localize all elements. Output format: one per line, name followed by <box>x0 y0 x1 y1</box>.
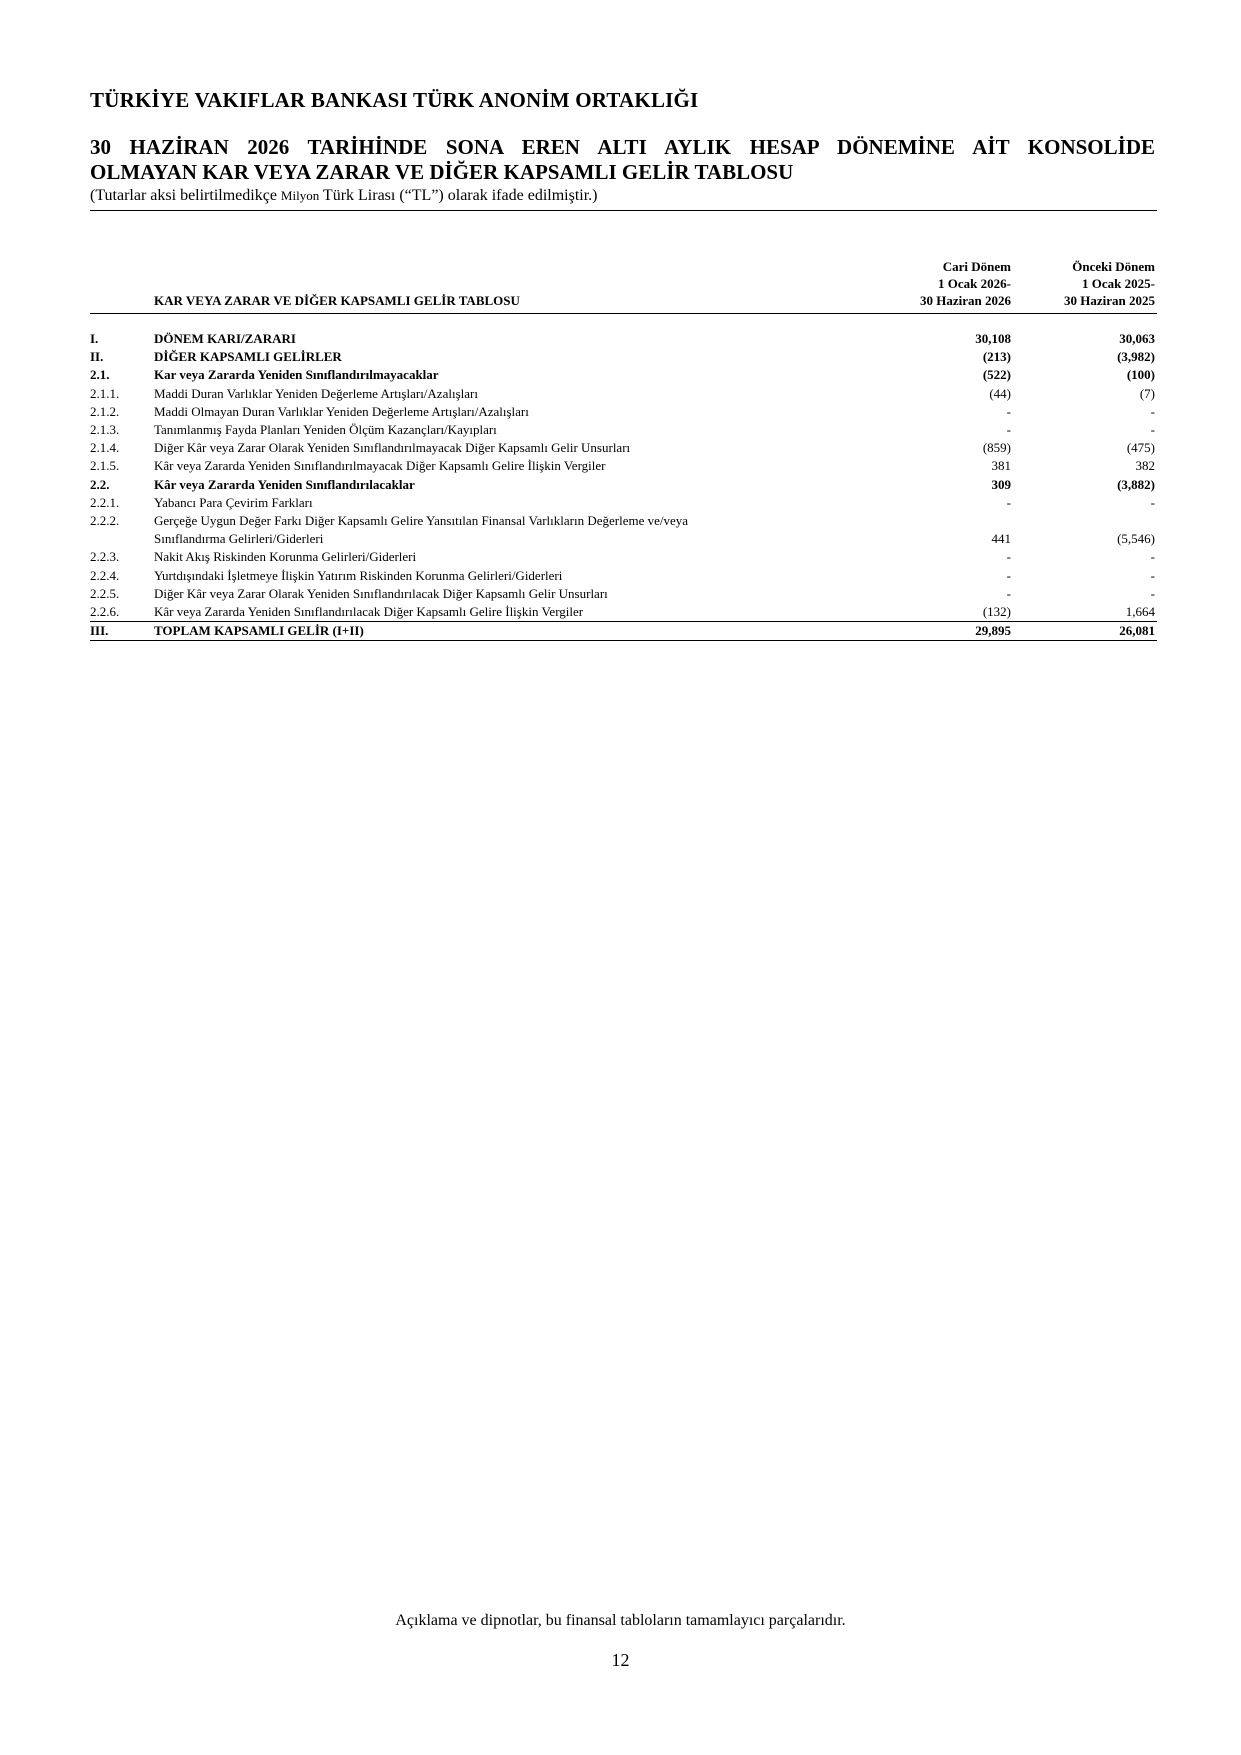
row-current-value: 309 <box>991 476 1011 492</box>
row-description: Tanımlanmış Fayda Planları Yeniden Ölçüm Kazançları/Kayıpları <box>154 422 497 438</box>
header-divider <box>90 210 1157 211</box>
currency-note-unit: Milyon <box>280 188 320 203</box>
prior-period-header <box>1064 258 1155 309</box>
row-description: Diğer Kâr veya Zarar Olarak Yeniden Sınıflandırılmayacak Diğer Kapsamlı Gelir Unsurları <box>154 440 631 456</box>
row-description: Nakit Akış Riskinden Korunma Gelirleri/Giderleri <box>154 549 417 565</box>
currency-note-suffix: Türk Lirası (“TL”) olarak ifade edilmiştir.) <box>319 187 598 204</box>
row-description: Kâr veya Zararda Yeniden Sınıflandırılacaklar <box>154 476 415 492</box>
table-row <box>90 457 1157 475</box>
table-header <box>90 257 1157 309</box>
row-number: 2.2.2. <box>90 513 120 529</box>
page-number: 12 <box>611 1650 630 1670</box>
current-period-header <box>920 258 1011 309</box>
footer-note: Açıklama ve dipnotlar, bu finansal tabloların tamamlayıcı parçalarıdır. <box>395 1612 846 1629</box>
statement-title <box>90 135 1155 185</box>
row-prior-value: 382 <box>1135 458 1155 474</box>
row-current-value: (132) <box>982 604 1011 620</box>
table-row <box>90 439 1157 457</box>
row-current-value: (213) <box>982 349 1011 365</box>
row-number: 2.2.1. <box>90 494 120 510</box>
row-current-value: (859) <box>982 440 1011 456</box>
row-prior-value: 30,063 <box>1119 331 1155 346</box>
currency-note-prefix: (Tutarlar aksi belirtilmedikçe <box>90 187 281 204</box>
row-description: Kar veya Zararda Yeniden Sınıflandırılmayacaklar <box>154 367 439 383</box>
row-description: Maddi Olmayan Duran Varlıklar Yeniden Değerleme Artışları/Azalışları <box>154 403 529 419</box>
row-number: 2.1.5. <box>90 458 120 474</box>
table-header-divider <box>90 313 1157 314</box>
table-row <box>90 330 1157 348</box>
row-current-value: 381 <box>991 458 1011 474</box>
table-row <box>90 585 1157 603</box>
row-number: III. <box>90 623 109 639</box>
row-current-value: (522) <box>982 367 1011 383</box>
row-prior-value: (5,546) <box>1117 531 1155 547</box>
table-row <box>90 348 1157 366</box>
row-description: Yurtdışındaki İşletmeye İlişkin Yatırım Riskinden Korunma Gelirleri/Giderleri <box>154 567 563 583</box>
table-row <box>90 548 1157 566</box>
row-current-value: (44) <box>989 385 1011 401</box>
row-description: DİĞER KAPSAMLI GELİRLER <box>154 349 342 365</box>
row-current-value: 441 <box>991 531 1011 547</box>
row-current-value: - <box>1006 549 1011 565</box>
row-description-line-1: Gerçeğe Uygun Değer Farkı Diğer Kapsamlı Gelire Yansıtılan Finansal Varlıkların Değerleme ve/veya <box>154 513 689 529</box>
table-row <box>90 421 1157 439</box>
prior-period-title: Önceki Dönem <box>1072 259 1155 274</box>
row-prior-value: - <box>1150 422 1155 438</box>
row-prior-value: 1,664 <box>1125 604 1155 620</box>
income-statement-table <box>90 257 1157 641</box>
row-description: DÖNEM KARI/ZARARI <box>154 331 296 346</box>
table-row <box>90 403 1157 421</box>
row-description: Maddi Duran Varlıklar Yeniden Değerleme Artışları/Azalışları <box>154 385 478 401</box>
row-description-line-2: Sınıflandırma Gelirleri/Giderleri <box>154 531 324 547</box>
row-current-value: 30,108 <box>975 331 1011 346</box>
row-prior-value: - <box>1150 403 1155 419</box>
row-current-value: - <box>1006 403 1011 419</box>
statement-title-line-1: 30 HAZİRAN 2026 TARİHİNDE SONA EREN ALTI AYLIK HESAP DÖNEMİNE AİT KONSOLİDE <box>90 135 1155 159</box>
row-number: 2.1.1. <box>90 385 120 401</box>
row-number: 2.2. <box>90 476 110 492</box>
row-number: 2.2.3. <box>90 549 120 565</box>
table-row <box>90 512 1157 548</box>
table-row <box>90 603 1157 621</box>
row-prior-value: - <box>1150 585 1155 601</box>
row-number: 2.1.3. <box>90 422 120 438</box>
row-prior-value: - <box>1150 567 1155 583</box>
row-prior-value: (7) <box>1139 385 1155 401</box>
table-body <box>90 330 1157 641</box>
row-description: Yabancı Para Çevirim Farkları <box>154 494 313 510</box>
row-number: 2.2.6. <box>90 604 120 620</box>
table-row <box>90 385 1157 403</box>
row-number: II. <box>90 349 104 365</box>
row-current-value: 29,895 <box>975 623 1011 639</box>
row-description: Diğer Kâr veya Zarar Olarak Yeniden Sınıflandırılacak Diğer Kapsamlı Gelir Unsurları <box>154 585 608 601</box>
row-current-value: - <box>1006 494 1011 510</box>
row-current-value: - <box>1006 422 1011 438</box>
prior-period-start: 1 Ocak 2025- <box>1082 276 1155 291</box>
row-number: 2.2.4. <box>90 567 120 583</box>
row-prior-value: (3,882) <box>1117 476 1155 492</box>
company-name: TÜRKİYE VAKIFLAR BANKASI TÜRK ANONİM ORTAKLIĞI <box>90 88 699 112</box>
row-number: 2.2.5. <box>90 585 120 601</box>
statement-title-line-2: OLMAYAN KAR VEYA ZARAR VE DİĞER KAPSAMLI GELİR TABLOSU <box>90 160 794 184</box>
row-number: 2.1. <box>90 367 110 383</box>
row-number: 2.1.4. <box>90 440 120 456</box>
section-label: KAR VEYA ZARAR VE DİĞER KAPSAMLI GELİR TABLOSU <box>154 293 520 308</box>
row-description <box>154 512 905 548</box>
prior-period-end: 30 Haziran 2025 <box>1064 293 1155 308</box>
row-number: I. <box>90 331 99 346</box>
row-prior-value: (475) <box>1126 440 1155 456</box>
table-row <box>90 476 1157 494</box>
row-current-value: - <box>1006 567 1011 583</box>
row-prior-value: 26,081 <box>1119 623 1155 639</box>
row-prior-value: - <box>1150 549 1155 565</box>
row-number: 2.1.2. <box>90 403 120 419</box>
table-row <box>90 567 1157 585</box>
row-description: Kâr veya Zararda Yeniden Sınıflandırılacak Diğer Kapsamlı Gelire İlişkin Vergiler <box>154 604 584 620</box>
row-description: TOPLAM KAPSAMLI GELİR (I+II) <box>154 623 364 639</box>
row-prior-value: - <box>1150 494 1155 510</box>
current-period-end: 30 Haziran 2026 <box>920 293 1011 308</box>
row-prior-value: (3,982) <box>1117 349 1155 365</box>
table-row <box>90 366 1157 384</box>
row-description: Kâr veya Zararda Yeniden Sınıflandırılmayacak Diğer Kapsamlı Gelire İlişkin Vergiler <box>154 458 606 474</box>
row-prior-value: (100) <box>1126 367 1155 383</box>
currency-note <box>90 187 597 205</box>
current-period-title: Cari Dönem <box>942 259 1011 274</box>
table-row <box>90 494 1157 512</box>
current-period-start: 1 Ocak 2026- <box>938 276 1011 291</box>
row-current-value: - <box>1006 585 1011 601</box>
total-row <box>90 621 1157 641</box>
